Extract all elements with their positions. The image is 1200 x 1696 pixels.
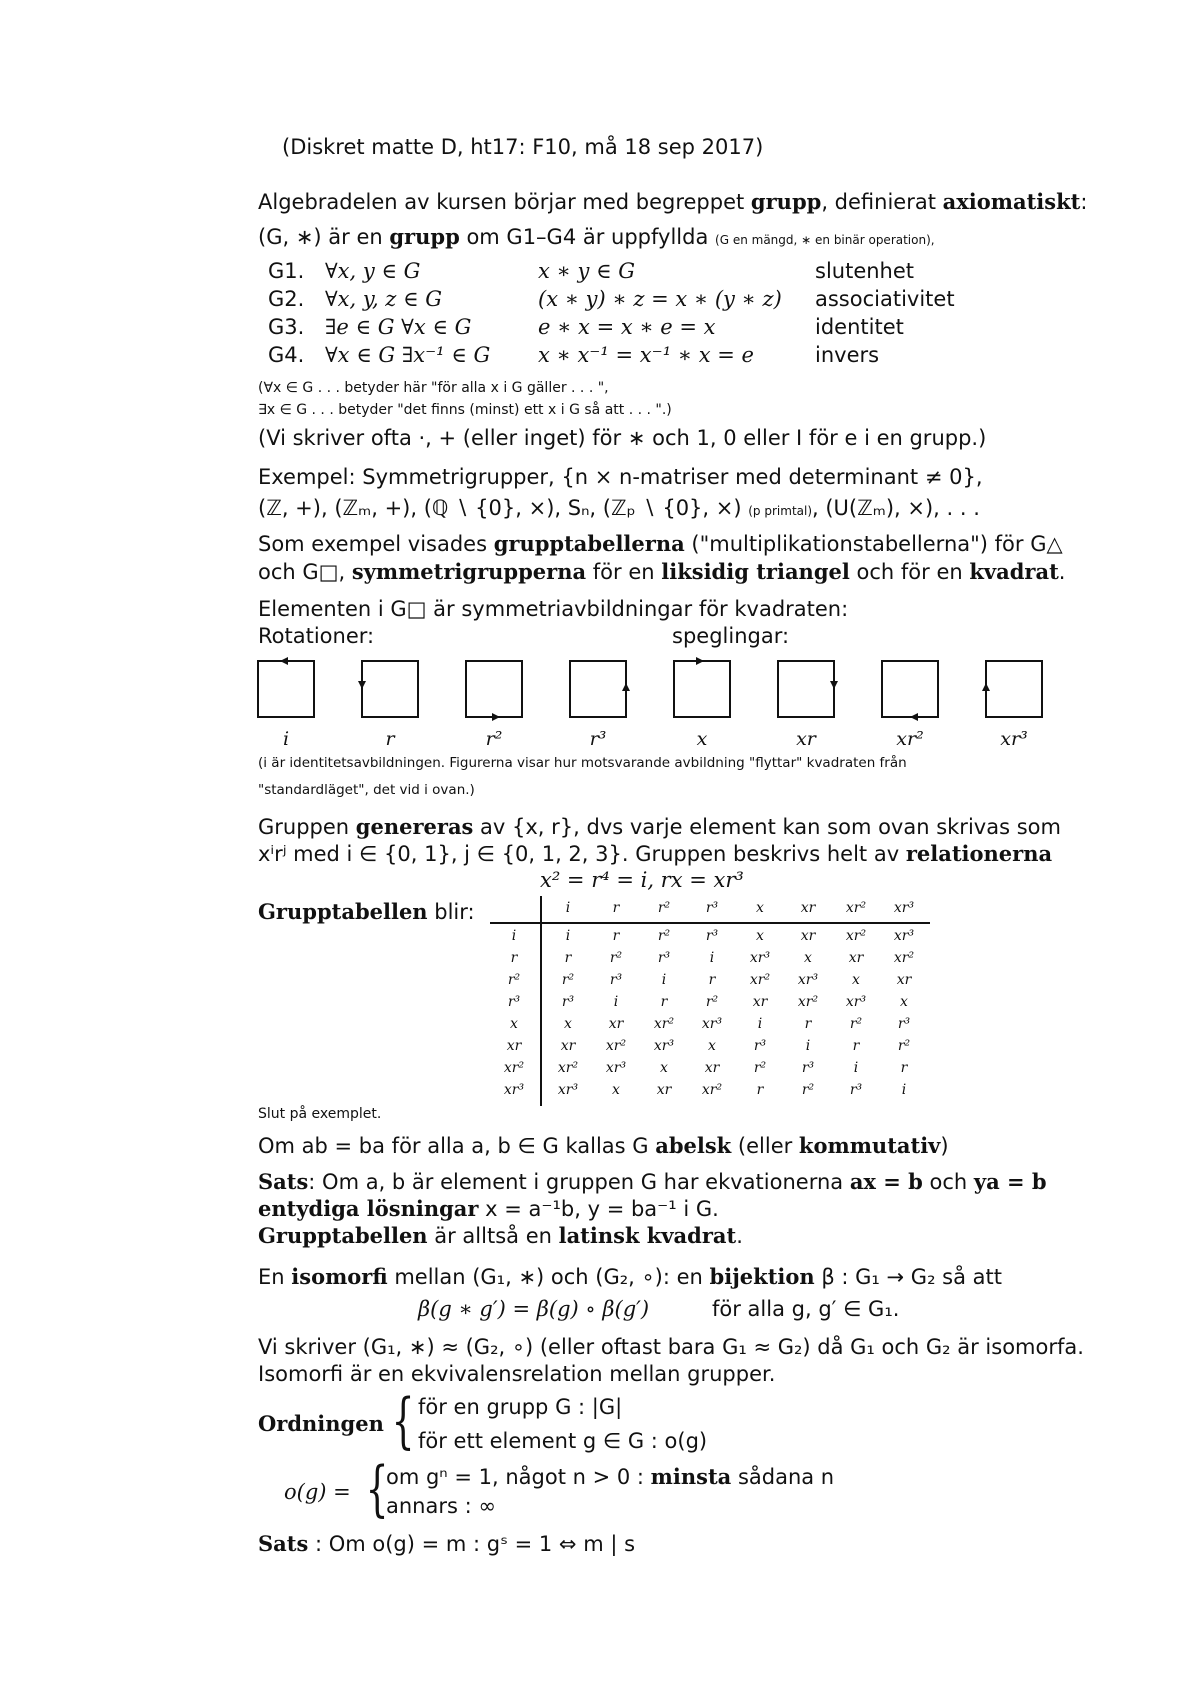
term-entydiga-losningar: entydiga lösningar <box>258 1196 479 1221</box>
group-def-prefix: (G, ∗) är en <box>258 225 390 249</box>
cayley-cell: r² <box>609 950 623 966</box>
order-def-case-2: annars : ∞ <box>386 1494 496 1518</box>
term-bijektion: bijektion <box>709 1264 815 1289</box>
note-exists: ∃x ∈ G . . . betyder "det finns (minst) ett x i G så att . . . ".) <box>258 402 672 418</box>
cayley-cell: xr³ <box>605 1060 627 1076</box>
cayley-row-label: i <box>511 928 517 944</box>
figure-note-line-1: (i är identitetsavbildningen. Figurerna visar hur motsvarande avbildning "flyttar" kvadraten från <box>258 755 907 771</box>
theorem-1-text-2: och <box>922 1170 974 1194</box>
tables-text-3: och G□, <box>258 560 352 584</box>
axiom-name: slutenhet <box>815 259 915 283</box>
cayley-cell: xr³ <box>557 1082 579 1098</box>
isomorphism-formula: β(g ∗ g′) = β(g) ∘ β(g′) <box>418 1297 650 1321</box>
arrow-marker-r3 <box>622 683 630 691</box>
cayley-header-cell: r³ <box>705 900 719 916</box>
cayley-header-cell: r <box>612 900 620 916</box>
square-label: xr³ <box>1000 728 1028 750</box>
example-end: Slut på exemplet. <box>258 1106 382 1122</box>
group-definition <box>258 223 935 254</box>
rotations-label: Rotationer: <box>258 624 375 648</box>
axiom-id: G1. <box>268 259 305 283</box>
cayley-cell: r³ <box>657 950 671 966</box>
cayley-cell: r <box>708 972 716 988</box>
cayley-cell: i <box>709 950 715 966</box>
square-xr3 <box>986 661 1042 717</box>
axiom-quantifier: ∃e ∈ G ∀x ∈ G <box>325 315 472 339</box>
cayley-cell: x <box>900 994 908 1010</box>
note-forall: (∀x ∈ G . . . betyder här "för alla x i G gäller . . . ", <box>258 380 609 396</box>
theorem-1-line-2 <box>258 1195 719 1223</box>
cayley-cell: r <box>564 950 572 966</box>
cayley-header-cell: xr <box>800 900 816 916</box>
cayley-row-label: xr <box>506 1038 522 1054</box>
cayley-table-label <box>258 898 475 926</box>
term-sats: Sats <box>258 1169 309 1194</box>
term-latinsk-kvadrat: latinsk kvadrat <box>558 1223 737 1248</box>
axiom-formula: (x ∗ y) ∗ z = x ∗ (y ∗ z) <box>538 287 782 311</box>
term-genereras: genereras <box>355 814 474 839</box>
cayley-cell: xr <box>608 1016 624 1032</box>
cayley-cell: r³ <box>849 1082 863 1098</box>
arrow-marker-xr <box>830 681 838 689</box>
cayley-header-cell: r² <box>657 900 671 916</box>
cayley-cell: r³ <box>753 1038 767 1054</box>
square-label: i <box>282 728 290 750</box>
term-abelsk: abelsk <box>655 1133 732 1158</box>
cayley-cell: r³ <box>897 1016 911 1032</box>
cayley-cell: xr² <box>605 1038 627 1054</box>
square-symmetry-figures <box>250 655 1060 725</box>
intro-line <box>258 188 1087 216</box>
cayley-cell: r³ <box>561 994 575 1010</box>
cayley-cell: r² <box>657 928 671 944</box>
square-label: xr² <box>896 728 924 750</box>
abelian-definition <box>258 1132 949 1160</box>
cayley-cell: r <box>852 1038 860 1054</box>
cayley-row-label: xr³ <box>503 1082 525 1098</box>
order-def-case-1 <box>386 1463 834 1491</box>
latin-text-2: . <box>736 1224 743 1248</box>
cayley-cell: xr³ <box>749 950 771 966</box>
axiom-name: identitet <box>815 315 904 339</box>
cayley-row-label: r³ <box>507 994 521 1010</box>
cayley-cell: x <box>804 950 812 966</box>
cayley-cell: r² <box>753 1060 767 1076</box>
cayley-cell: r² <box>561 972 575 988</box>
cayley-cell: x <box>612 1082 620 1098</box>
axiom-quantifier: ∀x, y ∈ G <box>325 259 421 283</box>
cayley-header-cell: i <box>565 900 571 916</box>
order-def-brace: { <box>365 1454 389 1524</box>
cayley-cell: r² <box>897 1038 911 1054</box>
examples-groups: (ℤ, +), (ℤₘ, +), (ℚ ∖ {0}, ×), Sₙ, (ℤₚ ∖ {0}, ×) <box>258 496 742 520</box>
term-grupptabellen-2: Grupptabellen <box>258 1223 428 1248</box>
examples-line-2 <box>258 494 980 525</box>
note-notation: (Vi skriver ofta ·, + (eller inget) för ∗ och 1, 0 eller I för e i en grupp.) <box>258 426 987 450</box>
cayley-cell: r² <box>849 1016 863 1032</box>
square-r3 <box>570 661 626 717</box>
cayley-cell: i <box>613 994 619 1010</box>
cayley-cell: r <box>900 1060 908 1076</box>
abelian-text-2: (eller <box>731 1134 799 1158</box>
axiom-id: G3. <box>268 315 305 339</box>
cayley-cell: r² <box>801 1082 815 1098</box>
term-grupptabellerna: grupptabellerna <box>493 531 685 556</box>
cayley-cell: x <box>660 1060 668 1076</box>
cayley-row-label: x <box>510 1016 518 1032</box>
axiom-formula: x ∗ y ∈ G <box>538 259 636 283</box>
generated-line-2 <box>258 840 1052 868</box>
isomorphism-equivalence: Isomorfi är en ekvivalensrelation mellan grupper. <box>258 1362 776 1386</box>
theorem-1-text-3: x = a⁻¹b, y = ba⁻¹ i G. <box>478 1197 719 1221</box>
group-def-note: (G en mängd, ∗ en binär operation), <box>715 233 935 247</box>
order-brace: { <box>391 1386 415 1456</box>
intro-suffix: : <box>1080 190 1088 214</box>
term-grupptabellen: Grupptabellen <box>258 899 428 924</box>
tables-text-4: för en <box>586 560 662 584</box>
axiom-formula: x ∗ x⁻¹ = x⁻¹ ∗ x = e <box>538 343 754 367</box>
iso-text-1: En <box>258 1265 292 1289</box>
figure-note-line-2: "standardläget", det vid i ovan.) <box>258 782 475 798</box>
cayley-cell: xr <box>896 972 912 988</box>
order-case-element: för ett element g ∈ G : o(g) <box>418 1429 708 1453</box>
isomorphism-condition: för alla g, g′ ∈ G₁. <box>712 1297 900 1321</box>
axiom-name: invers <box>815 343 880 367</box>
cayley-cell: x <box>564 1016 572 1032</box>
generated-text-2: av {x, r}, dvs varje element kan som ovan skrivas som <box>473 815 1061 839</box>
examples-groups-end: , (U(ℤₘ), ×), . . . <box>812 496 980 520</box>
cayley-cell: xr² <box>893 950 915 966</box>
cayley-cell: xr² <box>845 928 867 944</box>
latin-square-line <box>258 1222 743 1250</box>
tables-text-6: . <box>1058 560 1066 584</box>
relations-formula: x² = r⁴ = i, rx = xr³ <box>540 868 744 892</box>
elements-intro: Elementen i G□ är symmetriavbildningar för kvadraten: <box>258 597 849 621</box>
square-label: r³ <box>589 728 607 750</box>
square-xr2 <box>882 661 938 717</box>
square-i <box>258 661 314 717</box>
axiom-id: G4. <box>268 343 305 367</box>
order-def-case-1-text: om gⁿ = 1, något n > 0 : <box>386 1465 651 1489</box>
cayley-row-label: xr² <box>503 1060 525 1076</box>
square-label: r <box>385 728 395 750</box>
cayley-cell: i <box>661 972 667 988</box>
order-def-case-1-end: sådana n <box>731 1465 835 1489</box>
iso-text-3: β : G₁ → G₂ så att <box>814 1265 1002 1289</box>
cayley-cell: xr³ <box>797 972 819 988</box>
tables-text-1: Som exempel visades <box>258 532 494 556</box>
cayley-cell: xr³ <box>701 1016 723 1032</box>
tables-line-1 <box>258 530 1063 558</box>
theorem-1-text-1: : Om a, b är element i gruppen G har ekvationerna <box>308 1170 850 1194</box>
cayley-header-cell: xr² <box>845 900 867 916</box>
generated-text-1: Gruppen <box>258 815 356 839</box>
term-kommutativ: kommutativ <box>798 1133 941 1158</box>
axiom-quantifier: ∀x, y, z ∈ G <box>325 287 443 311</box>
square-label: r² <box>485 728 503 750</box>
cayley-cell: xr³ <box>845 994 867 1010</box>
cayley-cell: xr <box>752 994 768 1010</box>
term-axiomatiskt: axiomatiskt <box>942 189 1081 214</box>
isomorphism-notation: Vi skriver (G₁, ∗) ≈ (G₂, ∘) (eller oftast bara G₁ ≈ G₂) då G₁ och G₂ är isomorfa. <box>258 1335 1084 1359</box>
term-grupp: grupp <box>750 189 822 214</box>
examples-line-1: Exempel: Symmetrigrupper, {n × n-matriser med determinant ≠ 0}, <box>258 465 983 489</box>
cayley-cell: xr <box>704 1060 720 1076</box>
tables-text-2: ("multiplikationstabellerna") för G△ <box>684 532 1063 556</box>
cayley-cell: r³ <box>705 928 719 944</box>
order-label <box>258 1410 384 1438</box>
cayley-cell: i <box>757 1016 763 1032</box>
cayley-cell: x <box>756 928 764 944</box>
term-symmetrigrupperna: symmetrigrupperna <box>351 559 587 584</box>
isomorphism-definition <box>258 1263 1002 1291</box>
order-case-group: för en grupp G : |G| <box>418 1395 623 1419</box>
cayley-cell: r <box>660 994 668 1010</box>
generated-line-1 <box>258 813 1061 841</box>
theorem-1-line-1 <box>258 1168 1047 1196</box>
cayley-cell: r³ <box>801 1060 815 1076</box>
tables-text-5: och för en <box>849 560 970 584</box>
arrow-marker-xr3 <box>982 683 990 691</box>
abelian-text-1: Om ab = ba för alla a, b ∈ G kallas G <box>258 1134 656 1158</box>
cayley-cell: r³ <box>609 972 623 988</box>
term-kvadrat: kvadrat <box>969 559 1059 584</box>
cayley-cell: i <box>853 1060 859 1076</box>
arrow-marker-x <box>696 657 704 665</box>
cayley-cell: r <box>756 1082 764 1098</box>
cayley-row-label: r² <box>507 972 521 988</box>
cayley-cell: xr² <box>749 972 771 988</box>
cayley-header-cell: xr³ <box>893 900 915 916</box>
term-relationerna: relationerna <box>905 841 1053 866</box>
tables-line-2 <box>258 558 1065 586</box>
term-grupp-2: grupp <box>389 224 460 249</box>
arrow-marker-xr2 <box>910 713 918 721</box>
square-xr <box>778 661 834 717</box>
cayley-cell: r <box>612 928 620 944</box>
square-r2 <box>466 661 522 717</box>
cayley-vertical-rule <box>540 896 542 1106</box>
group-def-mid: om G1–G4 är uppfyllda <box>459 225 709 249</box>
cayley-cell: xr² <box>653 1016 675 1032</box>
page-header: (Diskret matte D, ht17: F10, må 18 sep 2017) <box>282 135 764 159</box>
term-sats-2: Sats <box>258 1531 309 1556</box>
cayley-cell: i <box>901 1082 907 1098</box>
arrow-marker-r <box>358 681 366 689</box>
cayley-header-cell: x <box>756 900 764 916</box>
cayley-row-label: r <box>510 950 518 966</box>
cayley-table <box>490 896 930 1106</box>
term-isomorfi: isomorfi <box>291 1264 388 1289</box>
arrow-marker-r2 <box>492 713 500 721</box>
equation-ya-b: ya = b <box>973 1169 1047 1194</box>
axiom-id: G2. <box>268 287 305 311</box>
examples-prime-note: (p primtal) <box>748 504 813 518</box>
axiom-name: associativitet <box>815 287 955 311</box>
cayley-cell: xr³ <box>893 928 915 944</box>
intro-prefix: Algebradelen av kursen börjar med begreppet <box>258 190 751 214</box>
axiom-quantifier: ∀x ∈ G ∃x⁻¹ ∈ G <box>325 343 491 367</box>
square-label: xr <box>796 728 816 750</box>
axiom-formula: e ∗ x = x ∗ e = x <box>538 315 716 339</box>
cayley-cell: x <box>852 972 860 988</box>
cayley-cell: xr <box>656 1082 672 1098</box>
cayley-cell: xr³ <box>653 1038 675 1054</box>
cayley-cell: xr² <box>701 1082 723 1098</box>
equation-ax-b: ax = b <box>849 1169 923 1194</box>
theorem-2 <box>258 1530 635 1558</box>
cayley-cell: r <box>804 1016 812 1032</box>
term-liksidig-triangel: liksidig triangel <box>661 559 850 584</box>
square-r <box>362 661 418 717</box>
cayley-cell: xr <box>800 928 816 944</box>
cayley-cell: xr² <box>797 994 819 1010</box>
cayley-cell: r² <box>705 994 719 1010</box>
theorem-2-text: : Om o(g) = m : gˢ = 1 ⇔ m | s <box>308 1532 636 1556</box>
latin-text-1: är alltså en <box>427 1224 559 1248</box>
cayley-horizontal-rule <box>490 922 930 924</box>
cayley-cell: xr² <box>557 1060 579 1076</box>
intro-mid: , definierat <box>821 190 943 214</box>
generated-text-3: xⁱrʲ med i ∈ {0, 1}, j ∈ {0, 1, 2, 3}. Gruppen beskrivs helt av <box>258 842 906 866</box>
term-minsta: minsta <box>650 1464 732 1489</box>
term-ordningen: Ordningen <box>258 1411 384 1436</box>
abelian-text-3: ) <box>940 1134 949 1158</box>
cayley-cell: i <box>805 1038 811 1054</box>
square-label: x <box>696 728 708 750</box>
reflections-label: speglingar: <box>672 624 790 648</box>
cayley-cell: x <box>708 1038 716 1054</box>
cayley-cell: xr <box>560 1038 576 1054</box>
arrow-marker-i <box>280 657 288 665</box>
order-def-lhs: o(g) = <box>284 1480 351 1504</box>
iso-text-2: mellan (G₁, ∗) och (G₂, ∘): en <box>387 1265 710 1289</box>
cayley-cell: xr <box>848 950 864 966</box>
square-x <box>674 661 730 717</box>
cayley-table-label-text: blir: <box>427 900 475 924</box>
cayley-cell: i <box>565 928 571 944</box>
